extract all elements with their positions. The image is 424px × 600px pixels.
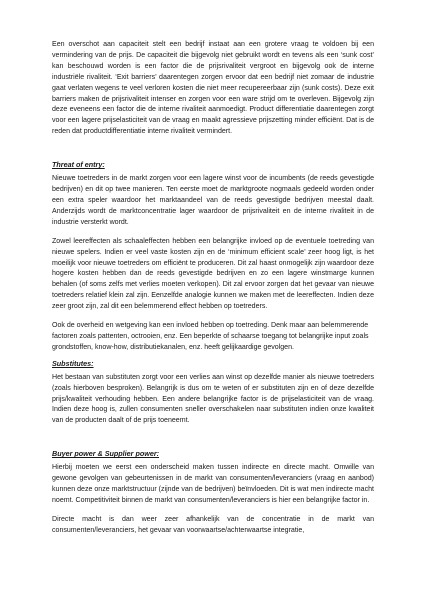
document-body bbox=[52, 40, 374, 537]
substitutes-paragraph: Het bestaan van substituten zorgt voor een verlies aan winst op dezelfde manier als nieuwe toetreders (zoals hierboven besproken). Belangrijk is dus om te weten of er substituten zijn en of deze dezelfde prijs/kwaliteit verhouding hebben. Een andere belangrijke factor is de prijselasticiteit van de vraag. Indien deze hoog is, zullen consumenten sneller overschakelen naar substituten indien onze kwaliteit van de producten daalt of de prijs toeneemt. bbox=[52, 373, 374, 425]
buyer-supplier-heading: Buyer power & Supplier power: bbox=[52, 449, 160, 459]
threat-of-entry-paragraph-1: Nieuwe toetreders in de markt zorgen voor een lagere winst voor de incumbents (de reeds gevestigde bedrijven) en dit op twee manieren. Ten eerste moet de marktgroote nogmaals gedeeld worden onder een extra speler waardoor het marktaandeel van de reeds gevestigde bedrijven meestal daalt. Anderzijds wordt de marktconcentratie lager waardoor de prijsrivaliteit en de interne rivaliteit in de industrie versterkt wordt. bbox=[52, 175, 374, 226]
threat-of-entry-paragraph-2: Zowel leereffecten als schaaleffecten hebben een belangrijke invloed op de eventuele toetreding van nieuwe spelers. Indien er veel vaste kosten zijn en de ‘minimum efficient scale’ zeer hoog ligt, is het moeilijk voor nieuwe toetreders om efficiënt te produceren. Dit zal haast onmogelijk zijn waardoor deze hogere kosten hebben dan de reeds gevestigde bedrijven en zo een lagere winstmarge kunnen behalen (of soms zelfs met verlies moeten verkopen). Dit zal ervoor zorgen dat het gevaar van nieuwe toetreders relatief klein zal zijn. Eenzelfde analogie kunnen we maken met de leereffecten. Indien deze zeer groot zijn, zal dit een belemmerend effect hebben op toetreders. bbox=[52, 237, 374, 311]
substitutes-heading: Substitutes: bbox=[52, 358, 94, 368]
buyer-supplier-paragraph-2: Directe macht is dan weer zeer afhankelijk van de concentratie in de markt van consumenten/leveranciers, het gevaar van voorwaartse/achterwaartse integratie, bbox=[52, 515, 374, 534]
intro-paragraph: Een overschot aan capaciteit stelt een bedrijf instaat aan een grotere vraag te voldoen bij een vermindering van de prijs. De capaciteit die bijgevolg niet gebruikt wordt en tevens als een ‘sunk cost’ kan beschouwd worden is een factor die de prijsrivaliteit vergroot en bijgevolg ook de interne industriële rivaliteit. ‘Exit barriers’ daarentegen zorgen ervoor dat een bedrijf niet zomaar de industrie gaat verlaten wegens te veel verloren kosten die niet meer recupereerbaar zijn (sunk costs). Deze exit barriers maken de prijsrivaliteit intenser en zorgen voor een ware strijd om te overleven. Bijgevolg zijn deze eveneens een factor die de interne rivaliteit aanmoedigt. Product differentiatie daarentegen zorgt voor een lagere prijselasticiteit van de vraag en maakt agressieve prijszetting minder efficiënt. Dat is de reden dat productdifferentiatie interne rivaliteit vermindert. bbox=[52, 41, 374, 136]
threat-of-entry-paragraph-3: Ook de overheid en wetgeving kan een invloed hebben op toetreding. Denk maar aan belemmerende factoren zoals pattenten, octrooien, enz. Een beperkte of schaarse toegang tot belangrijke input zoals grondstoffen, know-how, distributiekanalen, enz. heeft gelijkaardige gevolgen. bbox=[52, 322, 369, 351]
threat-of-entry-heading: Threat of entry: bbox=[52, 160, 105, 170]
buyer-supplier-paragraph-1: Hierbij moeten we eerst een onderscheid maken tussen indirecte en directe macht. Omwille van gewone gevolgen van gebeurtenissen in de markt van consumenten/leveranciers (vraag en aanbod) kunnen deze onze marktstructuur (zijnde van de bedrijven) beïnvloeden. Dit is wat men indirecte macht noemt. Competitiviteit binnen de markt van consumenten/leveranciers is hier een belangrijke factor in. bbox=[52, 464, 374, 504]
